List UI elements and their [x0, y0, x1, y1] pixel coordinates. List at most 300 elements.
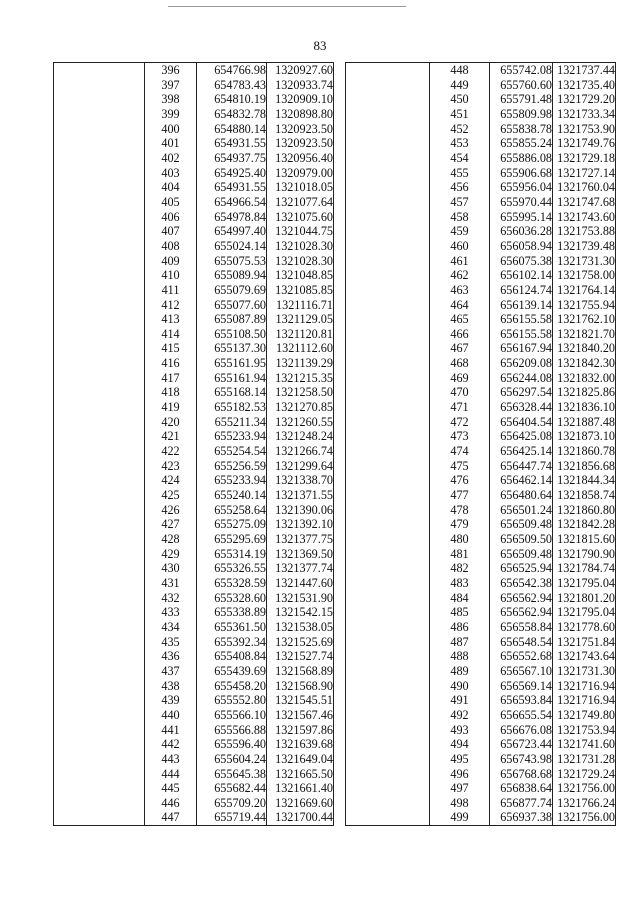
coordinate-x: 656501.24	[490, 503, 553, 518]
point-number: 445	[145, 781, 197, 796]
coordinate-y: 1321120.81	[267, 327, 334, 342]
point-number: 447	[145, 810, 197, 825]
table-row	[346, 136, 616, 151]
blank-cell	[346, 649, 430, 664]
table-row	[346, 224, 616, 239]
coordinate-y: 1321525.69	[267, 635, 334, 650]
coordinate-y: 1320923.50	[267, 122, 334, 137]
coordinate-y: 1321731.30	[553, 254, 616, 269]
blank-cell	[346, 693, 430, 708]
coordinate-x: 656167.94	[490, 341, 553, 356]
blank-cell	[346, 664, 430, 679]
blank-cell	[346, 679, 430, 694]
table-row	[346, 356, 616, 371]
coordinate-y: 1321531.90	[267, 591, 334, 606]
coordinate-y: 1321887.48	[553, 415, 616, 430]
blank-cell	[346, 767, 430, 782]
point-number: 400	[145, 122, 197, 137]
table-row	[346, 517, 616, 532]
point-number: 493	[430, 723, 490, 738]
coordinate-x: 655742.08	[490, 63, 553, 78]
coordinate-x: 656155.58	[490, 327, 553, 342]
coordinate-x: 655258.64	[197, 503, 267, 518]
point-number: 432	[145, 591, 197, 606]
coordinate-y: 1320979.00	[267, 166, 334, 181]
point-number: 449	[430, 78, 490, 93]
point-number: 466	[430, 327, 490, 342]
table-row	[346, 239, 616, 254]
coordinate-x: 655275.09	[197, 517, 267, 532]
coordinate-y: 1321568.90	[267, 679, 334, 694]
point-number: 439	[145, 693, 197, 708]
point-number: 438	[145, 679, 197, 694]
top-rule	[168, 6, 406, 7]
coordinate-x: 655408.84	[197, 649, 267, 664]
point-number: 417	[145, 371, 197, 386]
coordinate-y: 1321840.20	[553, 341, 616, 356]
table-row	[346, 166, 616, 181]
blank-cell	[346, 254, 430, 269]
table-row	[346, 400, 616, 415]
coordinate-x: 655604.24	[197, 752, 267, 767]
coordinate-y: 1321743.60	[553, 210, 616, 225]
point-number: 465	[430, 312, 490, 327]
table-row	[54, 620, 334, 635]
coordinate-x: 654931.55	[197, 136, 267, 151]
coordinate-y: 1321665.50	[267, 767, 334, 782]
point-number: 487	[430, 635, 490, 650]
coordinate-x: 655709.20	[197, 796, 267, 811]
table-row	[54, 166, 334, 181]
point-number: 424	[145, 473, 197, 488]
blank-cell	[54, 752, 145, 767]
point-number: 463	[430, 283, 490, 298]
table-row	[346, 473, 616, 488]
blank-cell	[54, 78, 145, 93]
point-number: 428	[145, 532, 197, 547]
coordinate-x: 656567.10	[490, 664, 553, 679]
table-row	[54, 254, 334, 269]
coordinate-y: 1321825.86	[553, 385, 616, 400]
blank-cell	[346, 620, 430, 635]
coordinate-x: 655211.34	[197, 415, 267, 430]
blank-cell	[54, 679, 145, 694]
coordinate-y: 1321753.90	[553, 122, 616, 137]
coordinate-x: 655682.44	[197, 781, 267, 796]
point-number: 403	[145, 166, 197, 181]
blank-cell	[54, 107, 145, 122]
table-row	[54, 810, 334, 825]
blank-cell	[346, 224, 430, 239]
coordinate-y: 1321258.50	[267, 385, 334, 400]
coordinate-y: 1321821.70	[553, 327, 616, 342]
blank-cell	[346, 532, 430, 547]
blank-cell	[54, 737, 145, 752]
coordinate-y: 1320909.10	[267, 92, 334, 107]
blank-cell	[54, 635, 145, 650]
coordinate-y: 1321527.74	[267, 649, 334, 664]
coordinate-y: 1320927.60	[267, 63, 334, 78]
coordinate-x: 656244.08	[490, 371, 553, 386]
blank-cell	[54, 151, 145, 166]
point-number: 482	[430, 561, 490, 576]
coordinate-x: 656102.14	[490, 268, 553, 283]
coordinate-x: 656036.28	[490, 224, 553, 239]
point-number: 436	[145, 649, 197, 664]
coordinate-y: 1321858.74	[553, 488, 616, 503]
point-number: 467	[430, 341, 490, 356]
coordinate-x: 655970.44	[490, 195, 553, 210]
table-row	[54, 723, 334, 738]
table-row	[346, 576, 616, 591]
blank-cell	[54, 459, 145, 474]
coordinate-x: 655439.69	[197, 664, 267, 679]
coordinate-y: 1321836.10	[553, 400, 616, 415]
blank-cell	[346, 107, 430, 122]
table-row	[54, 122, 334, 137]
coordinate-y: 1321542.15	[267, 605, 334, 620]
coordinate-x: 655719.44	[197, 810, 267, 825]
blank-cell	[346, 444, 430, 459]
table-row	[346, 561, 616, 576]
point-number: 442	[145, 737, 197, 752]
coordinate-x: 654832.78	[197, 107, 267, 122]
coordinate-x: 656569.14	[490, 679, 553, 694]
point-number: 399	[145, 107, 197, 122]
coordinate-y: 1321735.40	[553, 78, 616, 93]
blank-cell	[54, 327, 145, 342]
point-number: 451	[430, 107, 490, 122]
blank-cell	[54, 429, 145, 444]
blank-cell	[54, 195, 145, 210]
table-row	[346, 459, 616, 474]
table-row	[54, 605, 334, 620]
table-row	[346, 327, 616, 342]
table-row	[54, 503, 334, 518]
coordinate-x: 656877.74	[490, 796, 553, 811]
table-row	[346, 92, 616, 107]
table-row	[346, 547, 616, 562]
coordinate-x: 655024.14	[197, 239, 267, 254]
blank-cell	[346, 810, 430, 825]
blank-cell	[346, 385, 430, 400]
point-number: 495	[430, 752, 490, 767]
blank-cell	[346, 78, 430, 93]
coordinate-x: 656509.48	[490, 547, 553, 562]
coordinate-x: 656328.44	[490, 400, 553, 415]
table-row	[54, 737, 334, 752]
table-row	[54, 180, 334, 195]
table-row	[54, 195, 334, 210]
coordinate-x: 655256.59	[197, 459, 267, 474]
point-number: 468	[430, 356, 490, 371]
coordinate-x: 656838.64	[490, 781, 553, 796]
coordinate-y: 1321568.89	[267, 664, 334, 679]
coordinate-x: 655855.24	[490, 136, 553, 151]
coordinate-y: 1321270.85	[267, 400, 334, 415]
point-number: 446	[145, 796, 197, 811]
coordinate-y: 1321248.24	[267, 429, 334, 444]
coordinate-y: 1320933.74	[267, 78, 334, 93]
table-row	[54, 693, 334, 708]
blank-cell	[346, 503, 430, 518]
coordinate-y: 1321749.76	[553, 136, 616, 151]
table-row	[346, 371, 616, 386]
coordinate-y: 1320898.80	[267, 107, 334, 122]
point-number: 396	[145, 63, 197, 78]
coordinate-y: 1321756.00	[553, 810, 616, 825]
table-row	[54, 517, 334, 532]
coordinate-x: 656937.38	[490, 810, 553, 825]
blank-cell	[54, 415, 145, 430]
blank-cell	[346, 122, 430, 137]
point-number: 414	[145, 327, 197, 342]
coordinate-x: 656509.50	[490, 532, 553, 547]
coordinate-y: 1321753.94	[553, 723, 616, 738]
coordinate-x: 654810.19	[197, 92, 267, 107]
table-row	[54, 268, 334, 283]
coordinate-y: 1321371.55	[267, 488, 334, 503]
coordinate-y: 1321795.04	[553, 576, 616, 591]
coordinate-x: 654925.40	[197, 166, 267, 181]
coordinate-y: 1321751.84	[553, 635, 616, 650]
point-number: 461	[430, 254, 490, 269]
point-number: 398	[145, 92, 197, 107]
coordinate-y: 1321112.60	[267, 341, 334, 356]
blank-cell	[54, 312, 145, 327]
coordinate-x: 655108.50	[197, 327, 267, 342]
coordinate-x: 655838.78	[490, 122, 553, 137]
coordinate-y: 1321860.80	[553, 503, 616, 518]
table-row	[346, 283, 616, 298]
coordinate-x: 656743.98	[490, 752, 553, 767]
coordinate-y: 1321028.30	[267, 254, 334, 269]
table-row	[54, 679, 334, 694]
table-row	[54, 312, 334, 327]
blank-cell	[346, 635, 430, 650]
coordinate-table-left-body	[54, 63, 334, 826]
coordinate-x: 655233.94	[197, 473, 267, 488]
point-number: 452	[430, 122, 490, 137]
coordinate-x: 656075.38	[490, 254, 553, 269]
table-row	[346, 664, 616, 679]
coordinate-x: 656552.68	[490, 649, 553, 664]
table-row	[54, 591, 334, 606]
point-number: 481	[430, 547, 490, 562]
point-number: 458	[430, 210, 490, 225]
coordinate-x: 655760.60	[490, 78, 553, 93]
blank-cell	[54, 444, 145, 459]
table-row	[54, 488, 334, 503]
blank-cell	[54, 605, 145, 620]
coordinate-x: 656525.94	[490, 561, 553, 576]
coordinate-x: 655361.50	[197, 620, 267, 635]
blank-cell	[346, 517, 430, 532]
coordinate-x: 656425.08	[490, 429, 553, 444]
table-row	[54, 327, 334, 342]
coordinate-y: 1321844.34	[553, 473, 616, 488]
blank-cell	[346, 429, 430, 444]
point-number: 460	[430, 239, 490, 254]
blank-cell	[346, 136, 430, 151]
point-number: 453	[430, 136, 490, 151]
coordinate-y: 1321842.30	[553, 356, 616, 371]
blank-cell	[346, 752, 430, 767]
coordinate-x: 656562.94	[490, 605, 553, 620]
table-row	[54, 136, 334, 151]
coordinate-y: 1321129.05	[267, 312, 334, 327]
point-number: 483	[430, 576, 490, 591]
point-number: 484	[430, 591, 490, 606]
blank-cell	[54, 767, 145, 782]
coordinate-y: 1321856.68	[553, 459, 616, 474]
blank-cell	[346, 92, 430, 107]
blank-cell	[54, 503, 145, 518]
point-number: 415	[145, 341, 197, 356]
coordinate-x: 655295.69	[197, 532, 267, 547]
point-number: 423	[145, 459, 197, 474]
coordinate-y: 1321756.00	[553, 781, 616, 796]
point-number: 440	[145, 708, 197, 723]
blank-cell	[346, 561, 430, 576]
coordinate-x: 654966.54	[197, 195, 267, 210]
table-row	[346, 767, 616, 782]
coordinate-x: 656548.54	[490, 635, 553, 650]
coordinate-y: 1321860.78	[553, 444, 616, 459]
blank-cell	[54, 356, 145, 371]
table-row	[346, 503, 616, 518]
blank-cell	[346, 605, 430, 620]
blank-cell	[346, 415, 430, 430]
blank-cell	[54, 532, 145, 547]
blank-cell	[54, 224, 145, 239]
blank-cell	[54, 180, 145, 195]
coordinate-y: 1321116.71	[267, 298, 334, 313]
blank-cell	[54, 488, 145, 503]
point-number: 457	[430, 195, 490, 210]
point-number: 474	[430, 444, 490, 459]
coordinate-x: 655168.14	[197, 385, 267, 400]
coordinate-x: 656425.14	[490, 444, 553, 459]
table-row	[54, 459, 334, 474]
table-row	[54, 796, 334, 811]
table-row	[54, 415, 334, 430]
point-number: 476	[430, 473, 490, 488]
point-number: 489	[430, 664, 490, 679]
point-number: 418	[145, 385, 197, 400]
blank-cell	[54, 576, 145, 591]
table-row	[54, 576, 334, 591]
table-row	[54, 752, 334, 767]
blank-cell	[54, 254, 145, 269]
coordinate-x: 655079.69	[197, 283, 267, 298]
blank-cell	[54, 649, 145, 664]
point-number: 431	[145, 576, 197, 591]
coordinate-x: 655233.94	[197, 429, 267, 444]
coordinate-x: 656562.94	[490, 591, 553, 606]
point-number: 473	[430, 429, 490, 444]
coordinate-y: 1321758.00	[553, 268, 616, 283]
coordinate-y: 1321743.64	[553, 649, 616, 664]
blank-cell	[54, 664, 145, 679]
coordinate-x: 655137.30	[197, 341, 267, 356]
blank-cell	[54, 473, 145, 488]
coordinate-y: 1321048.85	[267, 268, 334, 283]
blank-cell	[54, 298, 145, 313]
table-row	[54, 532, 334, 547]
coordinate-y: 1321762.10	[553, 312, 616, 327]
coordinate-x: 655956.04	[490, 180, 553, 195]
blank-cell	[54, 591, 145, 606]
coordinate-x: 656480.64	[490, 488, 553, 503]
blank-cell	[346, 737, 430, 752]
coordinate-y: 1321764.14	[553, 283, 616, 298]
blank-cell	[346, 166, 430, 181]
point-number: 464	[430, 298, 490, 313]
blank-cell	[346, 371, 430, 386]
blank-cell	[54, 781, 145, 796]
coordinate-y: 1321538.05	[267, 620, 334, 635]
blank-cell	[346, 283, 430, 298]
point-number: 486	[430, 620, 490, 635]
point-number: 455	[430, 166, 490, 181]
coordinate-y: 1321741.60	[553, 737, 616, 752]
coordinate-y: 1320956.40	[267, 151, 334, 166]
coordinate-x: 655254.54	[197, 444, 267, 459]
coordinate-y: 1321028.30	[267, 239, 334, 254]
coordinate-y: 1321815.60	[553, 532, 616, 547]
coordinate-y: 1321716.94	[553, 693, 616, 708]
table-row	[54, 78, 334, 93]
table-row	[346, 679, 616, 694]
coordinate-x: 655566.10	[197, 708, 267, 723]
blank-cell	[54, 517, 145, 532]
coordinate-y: 1321669.60	[267, 796, 334, 811]
table-row	[346, 591, 616, 606]
coordinate-y: 1321739.48	[553, 239, 616, 254]
coordinate-y: 1321338.70	[267, 473, 334, 488]
point-number: 443	[145, 752, 197, 767]
point-number: 454	[430, 151, 490, 166]
point-number: 420	[145, 415, 197, 430]
coordinate-x: 655182.53	[197, 400, 267, 415]
coordinate-y: 1321639.68	[267, 737, 334, 752]
blank-cell	[346, 781, 430, 796]
blank-cell	[346, 268, 430, 283]
blank-cell	[346, 180, 430, 195]
blank-cell	[346, 298, 430, 313]
table-row	[54, 107, 334, 122]
table-row	[54, 92, 334, 107]
blank-cell	[54, 561, 145, 576]
coordinate-x: 654766.98	[197, 63, 267, 78]
coordinate-y: 1321727.14	[553, 166, 616, 181]
coordinate-y: 1320923.50	[267, 136, 334, 151]
coordinate-x: 655596.40	[197, 737, 267, 752]
table-row	[346, 781, 616, 796]
blank-cell	[54, 547, 145, 562]
point-number: 413	[145, 312, 197, 327]
point-number: 459	[430, 224, 490, 239]
table-row	[346, 429, 616, 444]
table-row	[54, 239, 334, 254]
table-row	[346, 385, 616, 400]
table-row	[54, 63, 334, 78]
coordinate-y: 1321299.64	[267, 459, 334, 474]
table-row	[54, 767, 334, 782]
coordinate-x: 656139.14	[490, 298, 553, 313]
coordinate-x: 656297.54	[490, 385, 553, 400]
